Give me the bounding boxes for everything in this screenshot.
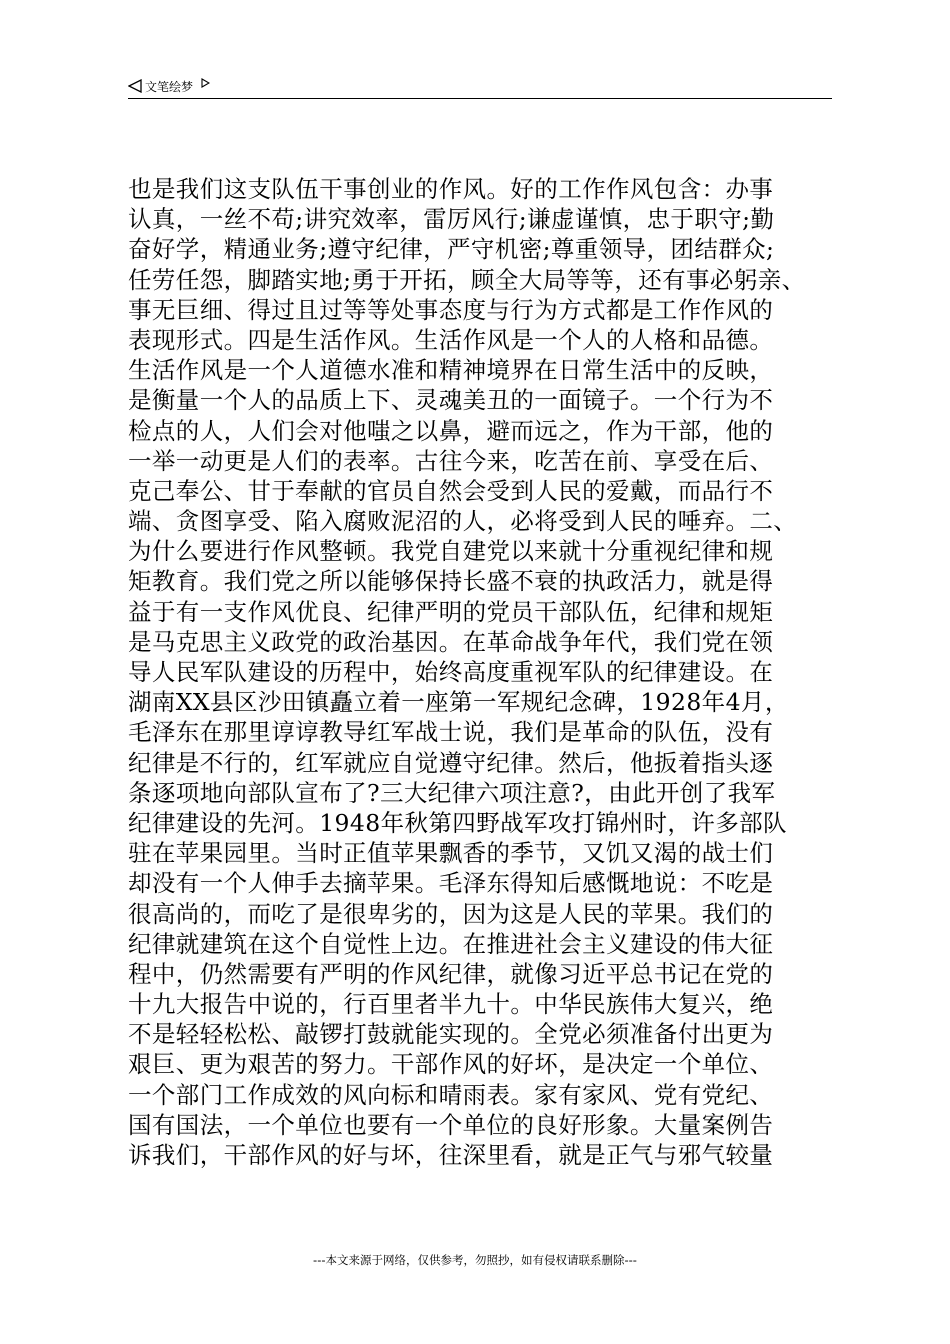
body-line: 益于有一支作风优良、纪律严明的党员干部队伍，纪律和规矩 <box>128 597 774 626</box>
body-line: 纪律建设的先河。1948年秋第四野战军攻打锦州时，许多部队 <box>128 808 787 837</box>
page-header <box>128 76 832 99</box>
body-line: 表现形式。四是生活作风。生活作风是一个人的人格和品德。 <box>128 325 774 354</box>
body-line: 艰巨、更为艰苦的努力。干部作风的好坏，是决定一个单位、 <box>128 1050 774 1079</box>
body-line: 是马克思主义政党的政治基因。在革命战争年代，我们党在领 <box>128 627 774 656</box>
body-line: 湖南XX县区沙田镇矗立着一座第一军规纪念碑，1928年4月， <box>128 688 789 717</box>
body-line: 条逐项地向部队宣布了?三大纪律六项注意?，由此开创了我军 <box>128 778 776 807</box>
body-line: 是衡量一个人的品质上下、灵魂美丑的一面镜子。一个行为不 <box>128 386 774 415</box>
body-line: 诉我们，干部作风的好与坏，往深里看，就是正气与邪气较量 <box>128 1141 774 1169</box>
body-line: 检点的人，人们会对他嗤之以鼻，避而远之，作为干部，他的 <box>128 416 774 445</box>
body-line: 十九大报告中说的，行百里者半九十。中华民族伟大复兴，绝 <box>128 990 774 1019</box>
body-line: 奋好学，精通业务;遵守纪律，严守机密;尊重领导，团结群众; <box>128 235 775 264</box>
body-line: 也是我们这支队伍干事创业的作风。好的工作作风包含：办事 <box>128 175 774 203</box>
body-line: 认真，一丝不苟;讲究效率，雷厉风行;谦虚谨慎，忠于职守;勤 <box>128 205 775 234</box>
body-line: 矩教育。我们党之所以能够保持长盛不衰的执政活力，就是得 <box>128 567 774 596</box>
triangle-right-icon <box>201 78 210 88</box>
brand-mark <box>128 76 210 96</box>
body-line: 导人民军队建设的历程中，始终高度重视军队的纪律建设。在 <box>128 658 774 686</box>
body-line: 很高尚的，而吃了是很卑劣的，因为这是人民的苹果。我们的 <box>128 899 774 928</box>
body-line: 任劳任怨，脚踏实地;勇于开拓，顾全大局等等，还有事必躬亲、 <box>128 265 806 294</box>
body-line: 一举一动更是人们的表率。古往今来，吃苦在前、享受在后、 <box>128 446 774 475</box>
body-line: 不是轻轻松松、敲锣打鼓就能实现的。全党必须准备付出更为 <box>128 1020 774 1049</box>
body-line: 毛泽东在那里谆谆教导红军战士说，我们是革命的队伍，没有 <box>128 718 774 747</box>
body-line: 事无巨细、得过且过等等处事态度与行为方式都是工作作风的 <box>128 295 774 324</box>
body-line: 程中，仍然需要有严明的作风纪律，就像习近平总书记在党的 <box>128 959 774 988</box>
body-line: 驻在苹果园里。当时正值苹果飘香的季节，又饥又渴的战士们 <box>128 839 774 868</box>
body-line: 一个部门工作成效的风向标和晴雨表。家有家风、党有党纪、 <box>128 1080 774 1109</box>
body-line: 纪律是不行的，红军就应自觉遵守纪律。然后，他扳着指头逐 <box>128 748 774 777</box>
body-line: 为什么要进行作风整顿。我党自建党以来就十分重视纪律和规 <box>128 537 774 566</box>
page-footer: ---本文来源于网络，仅供参考，勿照抄，如有侵权请联系删除--- <box>313 1253 637 1267</box>
brand-title: 文笔绘梦 <box>145 79 194 94</box>
body-line: 端、贪图享受、陷入腐败泥沼的人，必将受到人民的唾弃。二、 <box>128 507 798 536</box>
document-body <box>128 174 838 1170</box>
body-line: 纪律就建筑在这个自觉性上边。在推进社会主义建设的伟大征 <box>128 929 774 958</box>
body-line: 国有国法，一个单位也要有一个单位的良好形象。大量案例告 <box>128 1110 774 1139</box>
body-line: 却没有一个人伸手去摘苹果。毛泽东得知后感慨地说：不吃是 <box>128 869 774 898</box>
body-line: 生活作风是一个人道德水准和精神境界在日常生活中的反映， <box>128 356 774 385</box>
body-line: 克己奉公、甘于奉献的官员自然会受到人民的爱戴，而品行不 <box>128 476 774 505</box>
triangle-left-icon <box>128 79 142 93</box>
